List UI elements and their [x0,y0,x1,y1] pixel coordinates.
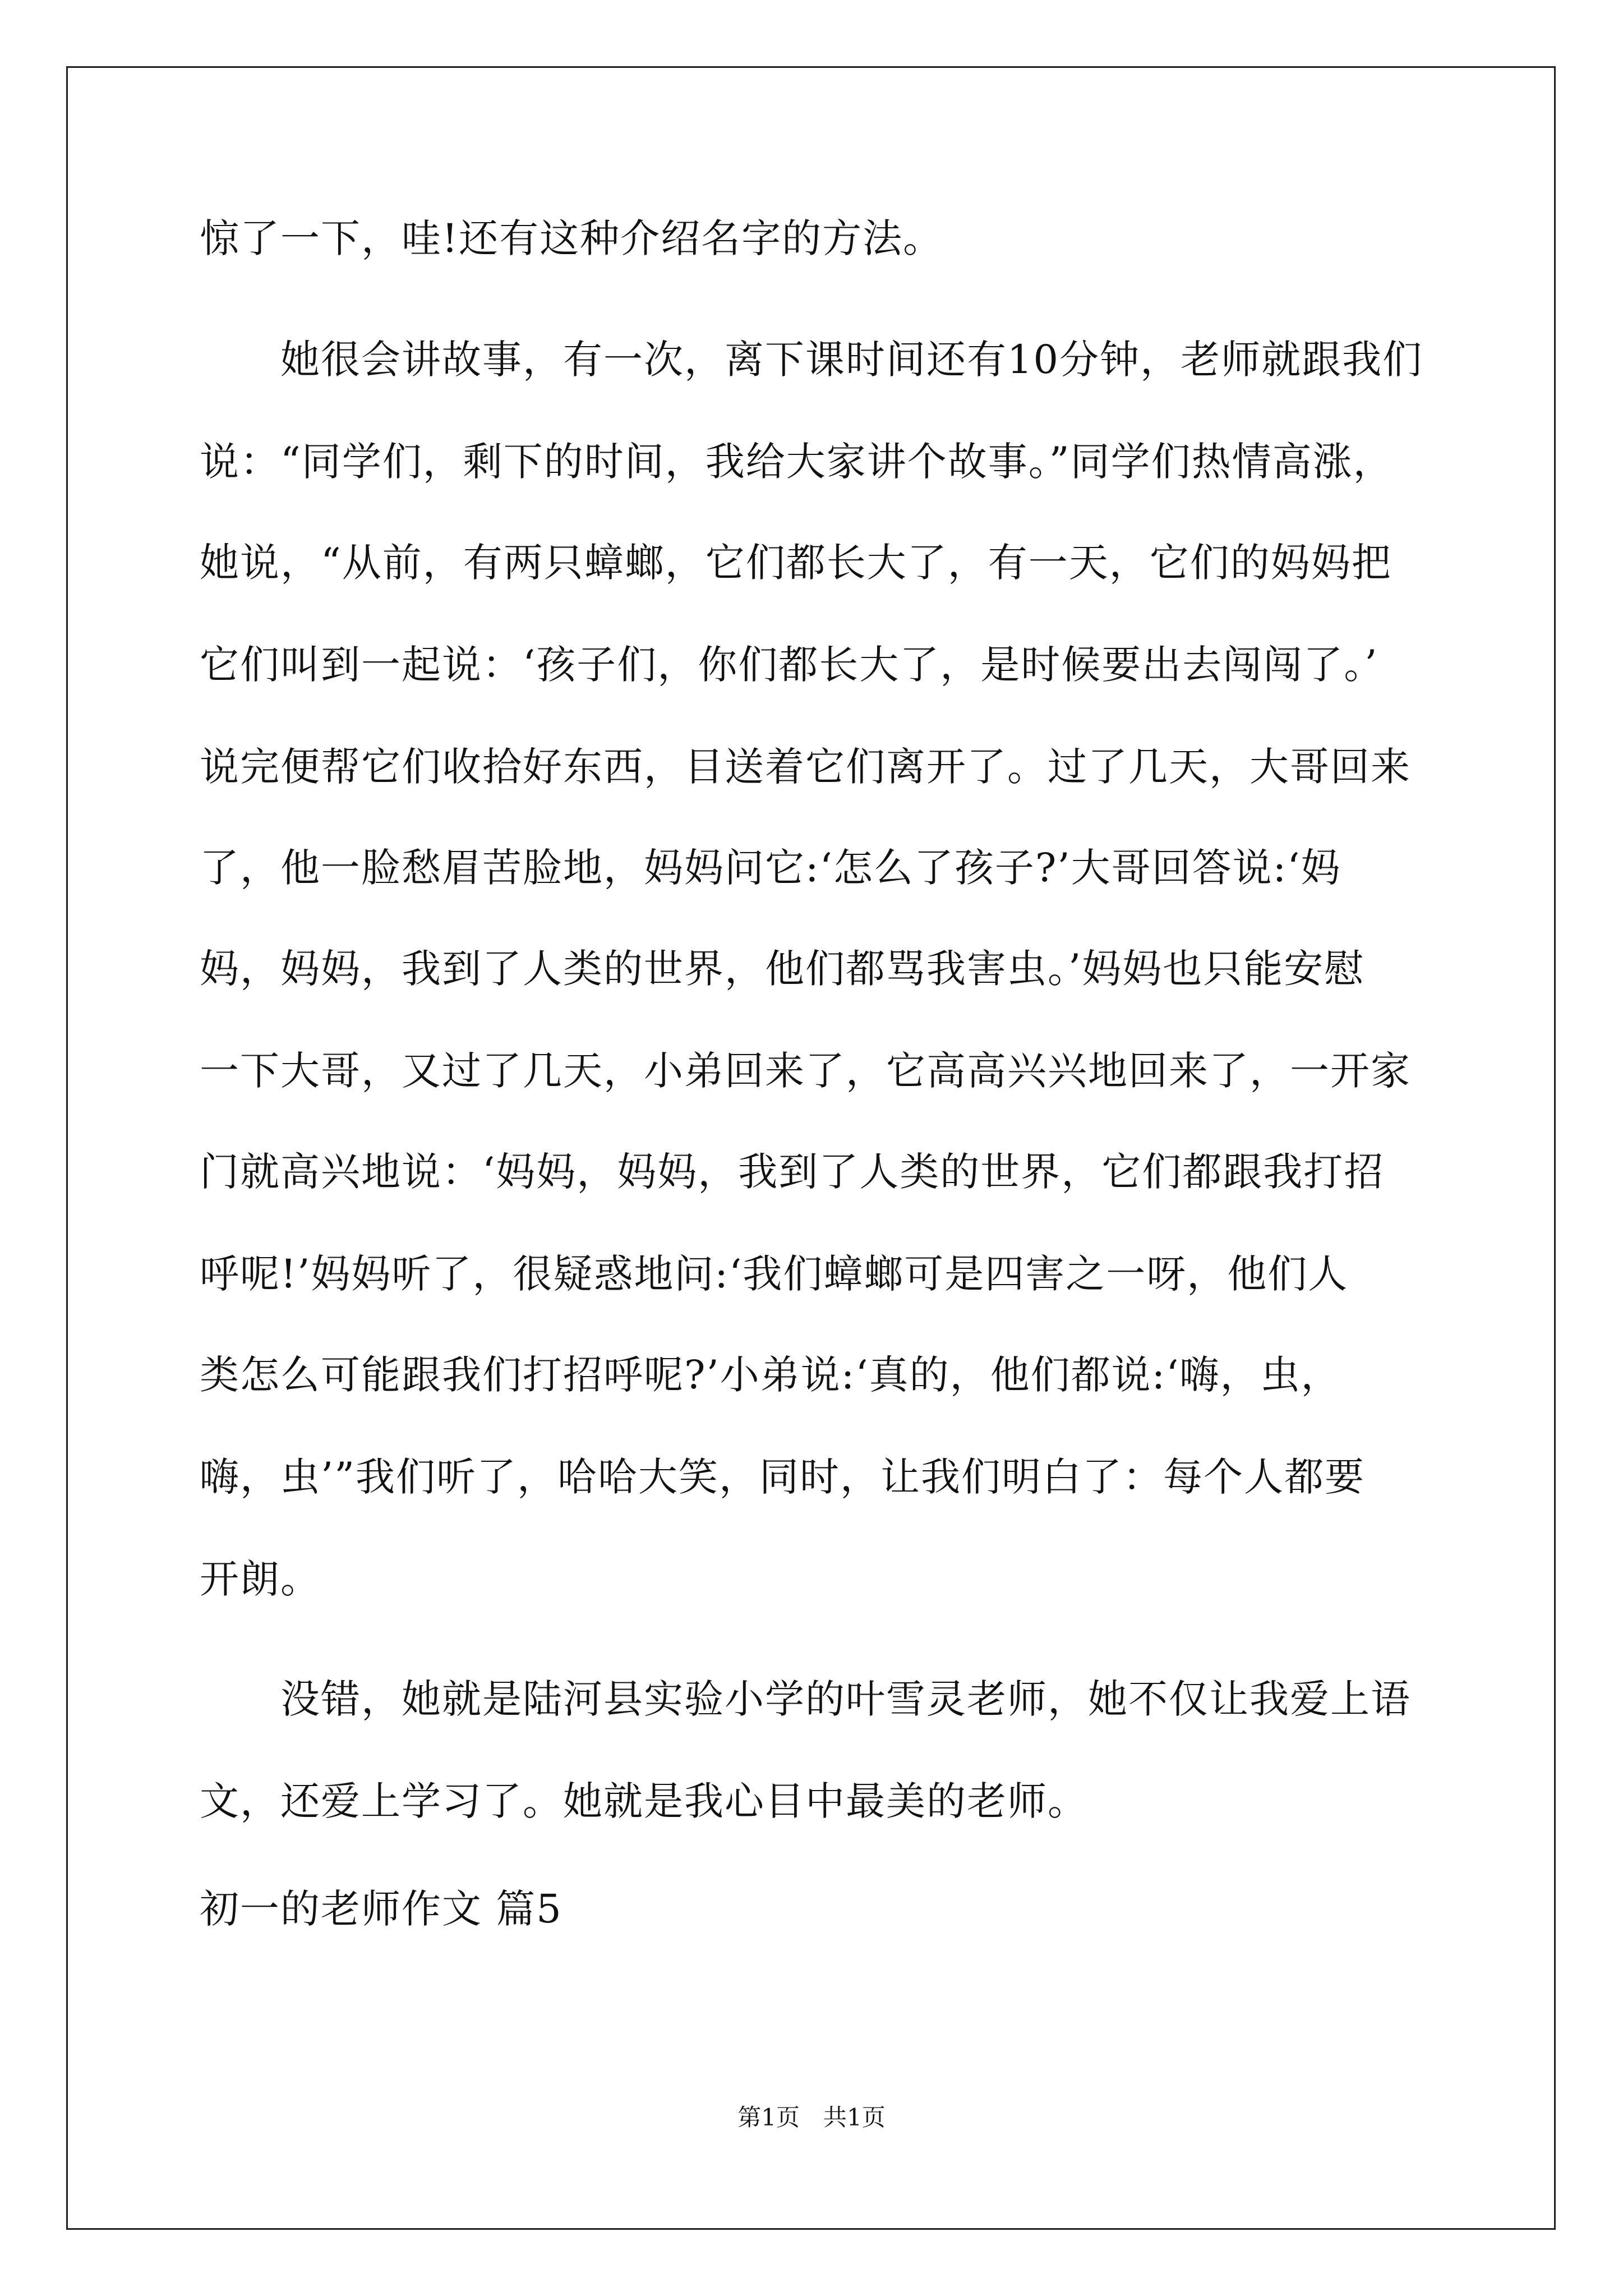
text-line: 说：“同学们，剩下的时间，我给大家讲个故事。”同学们热情高涨， [200,439,1394,485]
text-line: 惊了一下，哇!还有这种介绍名字的方法。 [200,215,944,261]
text-line: 它们叫到一起说：‘孩子们，你们都长大了，是时候要出去闯闯了。’ [200,642,1378,688]
text-line: 门就高兴地说：‘妈妈，妈妈，我到了人类的世界，它们都跟我打招 [200,1149,1385,1195]
text-line: 文，还爱上学习了。她就是我心目中最美的老师。 [200,1778,1088,1824]
text-line: 她说，“从前，有两只蟑螂，它们都长大了，有一天，它们的妈妈把 [200,540,1392,586]
text-line: 妈，妈妈，我到了人类的世界，他们都骂我害虫。’妈妈也只能安慰 [200,946,1365,992]
text-line: 一下大哥，又过了几天，小弟回来了，它高高兴兴地回来了，一开家 [200,1048,1411,1094]
text-line: 了，他一脸愁眉苦脸地，妈妈问它:‘怎么了孩子?’大哥回答说:‘妈 [200,845,1341,891]
paragraph-start-line: 没错，她就是陆河县实验小学的叶雪灵老师，她不仅让我爱上语 [280,1676,1411,1722]
text-line: 嗨，虫’”我们听了，哈哈大笑，同时，让我们明白了：每个人都要 [200,1454,1366,1500]
section-heading: 初一的老师作文 篇5 [200,1886,562,1932]
text-line: 说完便帮它们收拾好东西，目送着它们离开了。过了几天，大哥回来 [200,744,1411,790]
page-footer: 第1页 共1页 [737,2104,886,2131]
paragraph-start-line: 她很会讲故事，有一次，离下课时间还有10分钟，老师就跟我们 [280,337,1423,383]
text-line: 呼呢!’妈妈听了，很疑惑地问:‘我们蟑螂可是四害之一呀，他们人 [200,1251,1349,1297]
text-line: 开朗。 [200,1556,321,1602]
text-line: 类怎么可能跟我们打招呼呢?’小弟说:‘真的，他们都说:‘嗨，虫， [200,1352,1341,1398]
